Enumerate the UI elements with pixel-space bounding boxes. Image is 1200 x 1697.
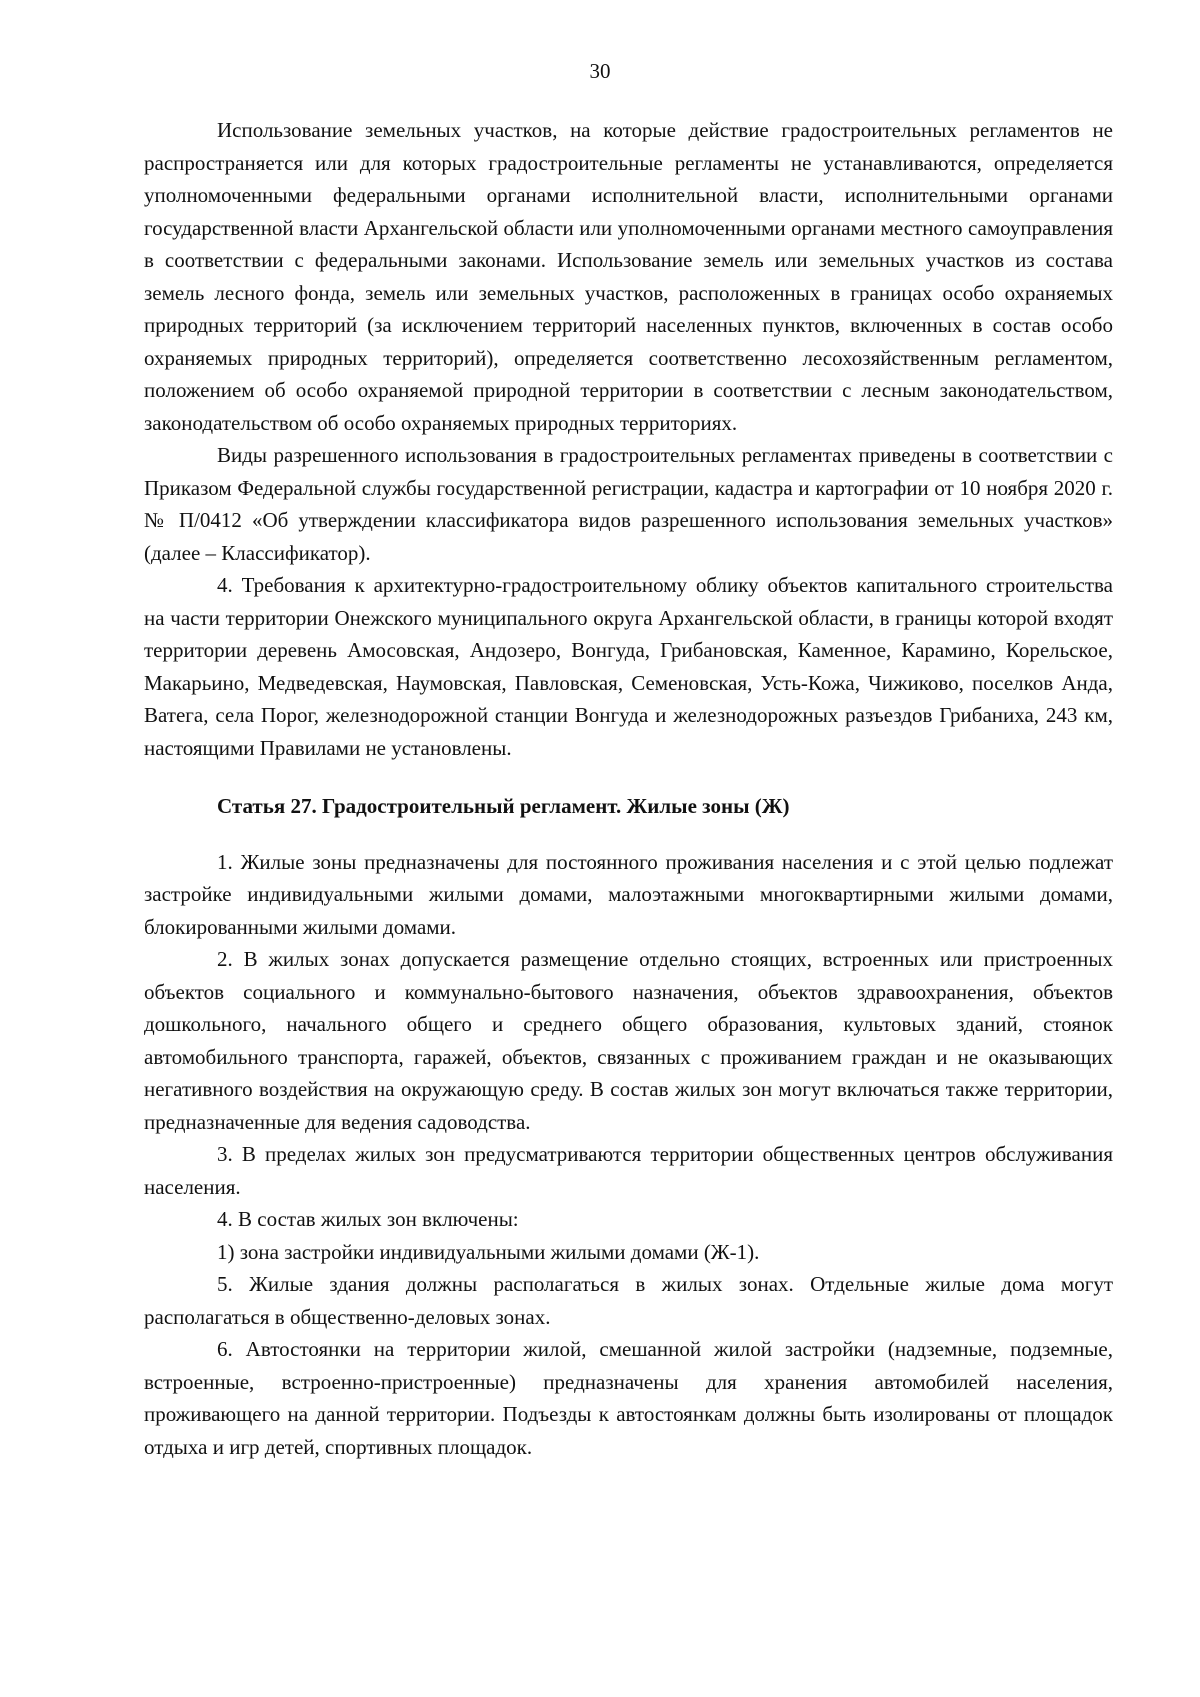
paragraph-item-6: 6. Автостоянки на территории жилой, смешанной жилой застройки (надземные, подземные, встроенные, встроенно-пристроенные) предназначены для хранения автомобилей населения, проживающего на данной территории. Подъезды к автостоянкам должны быть изолированы от площадок отдыха и игр детей, спортивных площадок. <box>144 1337 1113 1459</box>
article-heading: Статья 27. Градостроительный регламент. Жилые зоны (Ж) <box>217 794 790 818</box>
paragraph-architectural-requirements: 4. Требования к архитектурно-градостроительному облику объектов капитального строительства на части территории Онежского муниципального округа Архангельской области, в границы которой входят территории деревень Амосовская, Андозеро, Вонгуда, Грибановская, Каменное, Карамино, Корельское, Макарьино, Медведевская, Наумовская, Павловская, Семеновская, Усть-Кожа, Чижиково, поселков Анда, Ватега, села Порог, железнодорожной станции Вонгуда и железнодорожных разъездов Грибаниха, 243 км, настоящими Правилами не установлены. <box>144 573 1113 760</box>
paragraph-item-5: 5. Жилые здания должны располагаться в жилых зонах. Отдельные жилые дома могут располагаться в общественно-деловых зонах. <box>144 1272 1113 1329</box>
paragraph-item-3: 3. В пределах жилых зон предусматриваются территории общественных центров обслуживания населения. <box>144 1142 1113 1199</box>
paragraph-land-use: Использование земельных участков, на которые действие градостроительных регламентов не распространяется или для которых градостроительные регламенты не устанавливаются, определяется уполномоченными федеральными органами исполнительной власти, исполнительными органами государственной власти Архангельской области или уполномоченными органами местного самоуправления в соответствии с федеральными законами. Использование земель или земельных участков из состава земель лесного фонда, земель или земельных участков, расположенных в границах особо охраняемых природных территорий (за исключением территорий населенных пунктов, включенных в состав особо охраняемых природных территорий), определяется соответственно лесохозяйственным регламентом, положением об особо охраняемой природной территории в соответствии с лесным законодательством, законодательством об особо охраняемых природных территориях. <box>144 118 1113 435</box>
paragraph-item-1: 1. Жилые зоны предназначены для постоянного проживания населения и с этой целью подлежат застройке индивидуальными жилыми домами, малоэтажными многоквартирными жилыми домами, блокированными жилыми домами. <box>144 849 1113 939</box>
paragraph-item-2: 2. В жилых зонах допускается размещение отдельно стоящих, встроенных или пристроенных объектов социального и коммунально-бытового назначения, объектов здравоохранения, объектов дошкольного, начального общего и среднего общего образования, культовых зданий, стоянок автомобильного транспорта, гаражей, объектов, связанных с проживанием граждан и не оказывающих негативного воздействия на окружающую среду. В состав жилых зон могут включаться также территории, предназначенные для ведения садоводства. <box>144 947 1113 1134</box>
paragraph-permitted-uses: Виды разрешенного использования в градостроительных регламентах приведены в соответствии с Приказом Федеральной службы государственной регистрации, кадастра и картографии от 10 ноября 2020 г. № П/0412 «Об утверждении классификатора видов разрешенного использования земельных участков» (далее – Классификатор). <box>144 443 1113 565</box>
paragraph-subitem-1: 1) зона застройки индивидуальными жилыми домами (Ж-1). <box>217 1239 760 1264</box>
paragraph-item-4: 4. В состав жилых зон включены: <box>217 1207 519 1231</box>
page-number: 30 <box>589 59 611 83</box>
document-body <box>144 114 1113 1463</box>
